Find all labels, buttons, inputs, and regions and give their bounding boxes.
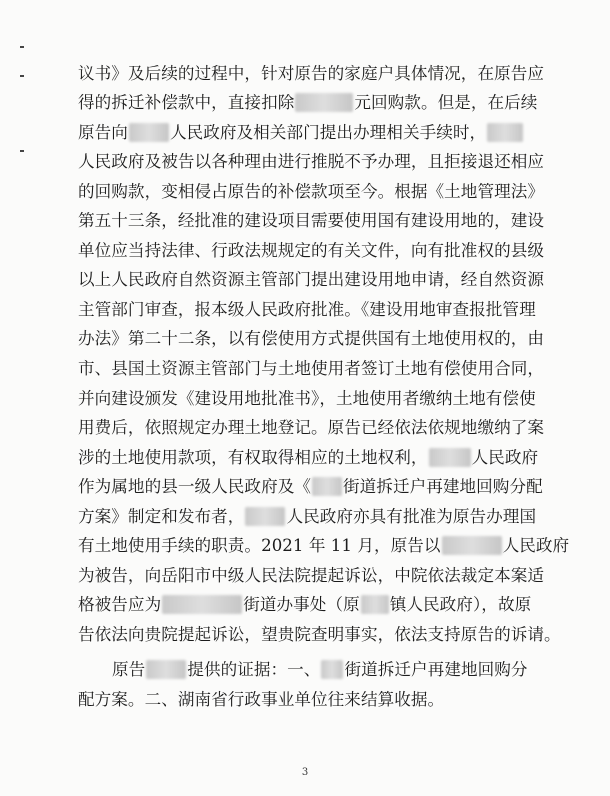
scan-mark — [20, 150, 24, 152]
text-segment: 主管部门审查，报本级人民政府批准。《建设用地审查报批管理 — [78, 300, 536, 319]
text-line — [78, 328, 545, 350]
text-segment: 街道拆迁户再建地回购分 — [344, 660, 528, 679]
text-segment: 作为属地的县一级人民政府及《 — [78, 477, 312, 496]
redacted-block — [442, 536, 502, 555]
text-segment: 第五十三条，经批准的建设项目需要使用国有建设用地的，建设 — [78, 211, 545, 230]
redacted-block — [162, 595, 242, 614]
text-line — [78, 417, 545, 439]
text-segment: 有土地使用手续的职责。2021 年 11 月，原告以 — [78, 536, 441, 555]
text-segment: 的回购款，变相侵占原告的补偿款项至今。根据《土地管理法》 — [78, 182, 545, 201]
redacted-block — [429, 448, 471, 467]
text-segment: 涉的土地使用款项，有权取得相应的土地权利， — [78, 448, 428, 467]
text-segment: 市、县国土资源主管部门与土地使用者签订土地有偿使用合同， — [78, 359, 545, 378]
text-segment: 镇人民政府），故原 — [389, 595, 532, 614]
text-segment: 人民政府及被告以各种理由进行推脱不予办理，且拒接退还相应 — [78, 152, 545, 171]
text-line — [78, 240, 545, 262]
text-line — [78, 358, 545, 380]
text-segment: 原告 — [112, 660, 146, 679]
redacted-block — [146, 660, 186, 679]
redacted-block — [129, 123, 169, 142]
text-segment: 街道办事处（原 — [243, 595, 360, 614]
scan-mark — [20, 75, 24, 77]
text-segment: 并向建设颁发《建设用地批准书》，土地使用者缴纳土地有偿使 — [78, 389, 536, 408]
text-line — [78, 299, 538, 321]
text-segment: 告依法向贵院提起诉讼，望贵院查明事实，依法支持原告的诉请。 — [78, 625, 561, 644]
text-line — [78, 447, 538, 469]
text-segment: 议书》及后续的过程中，针对原告的家庭户具体情况，在原告应 — [78, 64, 545, 83]
text-segment: 用费后，依照规定办理土地登记。原告已经依法依规地缴纳了案 — [78, 418, 545, 437]
text-segment: 为被告，向岳阳市中级人民法院提起诉讼，中院依法裁定本案适 — [78, 566, 545, 585]
text-line — [78, 92, 538, 114]
text-line — [78, 151, 545, 173]
text-segment: 人民政府及相关部门提出办理相关手续时， — [169, 123, 487, 142]
text-segment: 提供的证据：一、 — [187, 660, 321, 679]
text-segment: 街道拆迁户再建地回购分配 — [343, 477, 543, 496]
text-segment: 格被告应为 — [78, 595, 162, 614]
text-segment: 配方案。二、湖南省行政事业单位往来结算收据。 — [78, 690, 445, 709]
text-segment: 办法》第二十二条，以有偿使用方式提供国有土地使用权的，由 — [78, 329, 545, 348]
text-line — [78, 388, 538, 410]
text-line — [78, 181, 545, 203]
text-line — [78, 269, 545, 291]
text-segment: 原告向 — [78, 123, 128, 142]
text-segment: 得的拆迁补偿款中，直接扣除 — [78, 93, 295, 112]
scan-mark — [20, 46, 24, 48]
text-segment: 人民政府亦具有批准为原告办理国 — [286, 507, 537, 526]
text-segment: 方案》制定和发布者， — [78, 507, 245, 526]
text-line — [78, 624, 561, 646]
page-number: 3 — [301, 767, 309, 778]
text-line — [78, 594, 538, 616]
redacted-block — [361, 595, 389, 614]
text-line — [78, 565, 545, 587]
redacted-block — [245, 507, 285, 526]
text-line — [112, 659, 538, 681]
text-segment: 元回购款。但是，在后续 — [354, 93, 538, 112]
text-segment: 单位应当持法律、行政法规规定的有关文件，向有批准权的县级 — [78, 241, 545, 260]
text-line — [78, 210, 545, 232]
text-line — [78, 63, 545, 85]
text-line — [78, 535, 570, 557]
text-line — [78, 506, 538, 528]
text-line — [78, 476, 543, 498]
text-line — [78, 689, 538, 711]
redacted-block — [321, 660, 343, 679]
redacted-block — [312, 477, 342, 496]
text-segment: 以上人民政府自然资源主管部门提出建设用地申请，经自然资源 — [78, 270, 545, 289]
text-segment: 人民政府 — [502, 536, 570, 555]
redacted-block — [487, 123, 523, 142]
text-segment: 人民政府 — [471, 448, 539, 467]
text-line — [78, 122, 538, 144]
redacted-block — [295, 93, 353, 112]
